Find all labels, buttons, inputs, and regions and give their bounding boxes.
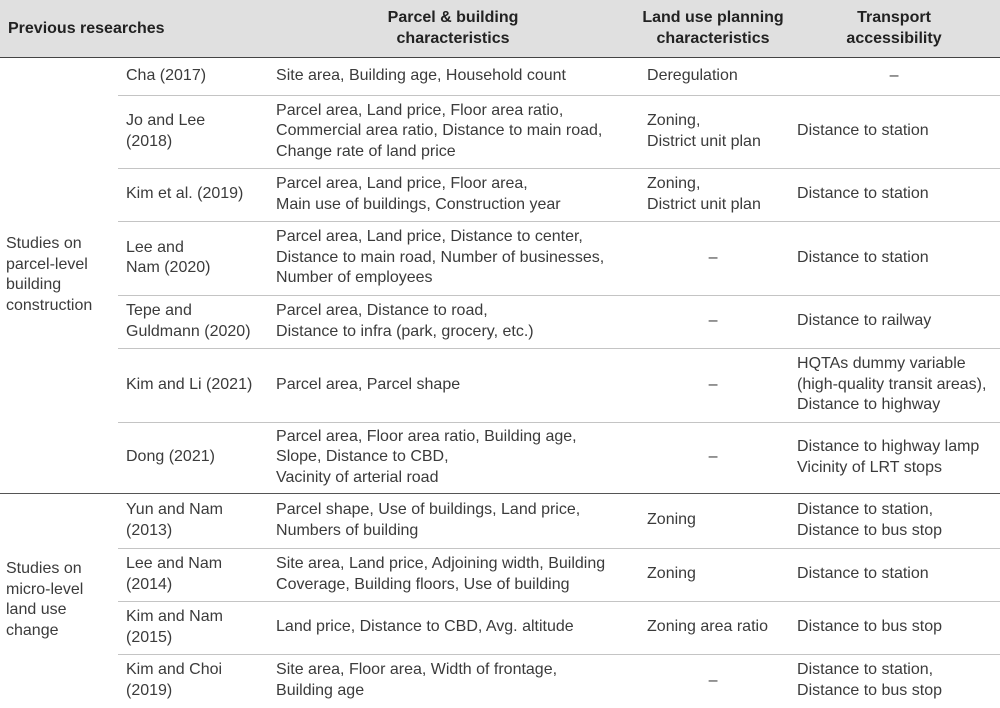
land-use-planning-line: Zoning,	[647, 112, 701, 129]
transport-accessibility-line: Distance to railway	[797, 312, 932, 330]
study-name-line: (2015)	[126, 628, 173, 646]
table-row	[0, 221, 1000, 295]
land-use-planning-line: District unit plan	[647, 132, 761, 150]
header-parcel-building	[268, 0, 638, 57]
header-transport-accessibility-line: Transport	[857, 9, 931, 27]
parcel-building-cell	[268, 57, 638, 95]
transport-accessibility-line: Distance to station,	[797, 501, 934, 518]
land-use-planning-cell	[638, 548, 788, 601]
study-name-line: Guldmann (2020)	[126, 322, 251, 340]
transport-accessibility-cell	[788, 348, 1000, 422]
study-name-cell	[118, 654, 268, 707]
land-use-planning-cell	[638, 95, 788, 168]
study-name-line: Lee and Nam	[126, 555, 223, 572]
land-use-planning-line: Zoning area ratio	[647, 618, 768, 636]
table-row	[0, 168, 1000, 221]
land-use-planning-cell	[638, 168, 788, 221]
group-label-line: building	[6, 276, 62, 293]
study-name-cell	[118, 601, 268, 654]
land-use-planning-line: –	[708, 375, 718, 393]
parcel-building-line: Parcel area, Land price, Floor area ratio,	[276, 101, 564, 119]
transport-accessibility-line: Distance to bus stop	[797, 618, 942, 636]
study-name-line: (2019)	[126, 681, 173, 699]
group-label-line: change	[6, 621, 59, 639]
study-name-line: (2014)	[126, 575, 173, 593]
study-name-cell	[118, 348, 268, 422]
parcel-building-line: Slope, Distance to CBD,	[276, 448, 449, 466]
header-previous-researches-label: Previous researches	[8, 19, 165, 37]
group-label-line: Studies on	[6, 560, 82, 578]
transport-accessibility-line: Distance to station	[797, 185, 929, 203]
study-name-cell	[118, 168, 268, 221]
parcel-building-line: Parcel area, Land price, Floor area,	[276, 175, 528, 192]
study-name-line: Nam (2020)	[126, 259, 211, 276]
land-use-planning-cell	[638, 295, 788, 348]
study-name-cell	[118, 221, 268, 295]
parcel-building-line: Parcel shape, Use of buildings, Land price,	[276, 501, 581, 518]
study-name-line: Yun and Nam	[126, 501, 223, 518]
parcel-building-line: Parcel area, Floor area ratio, Building age,	[276, 427, 577, 445]
transport-accessibility-line: HQTAs dummy variable	[797, 355, 966, 373]
study-name-line: Jo and Lee	[126, 112, 206, 129]
transport-accessibility-line: Distance to bus stop	[797, 681, 942, 699]
header-previous-researches	[0, 0, 268, 57]
land-use-planning-cell	[638, 221, 788, 295]
transport-accessibility-cell	[788, 57, 1000, 95]
parcel-building-cell	[268, 348, 638, 422]
study-name-line: Lee and	[126, 238, 184, 256]
parcel-building-line: Parcel area, Distance to road,	[276, 302, 488, 319]
land-use-planning-line: –	[708, 248, 718, 266]
parcel-building-line: Distance to main road, Number of businesses,	[276, 248, 605, 266]
header-parcel-building-line: Parcel & building	[387, 9, 519, 27]
parcel-building-cell	[268, 295, 638, 348]
study-name-cell	[118, 422, 268, 493]
parcel-building-line: Parcel area, Parcel shape	[276, 375, 461, 393]
header-row	[0, 0, 1000, 57]
parcel-building-line: Vacinity of arterial road	[276, 468, 439, 486]
table-row	[0, 548, 1000, 601]
parcel-building-line: Number of employees	[276, 269, 433, 287]
parcel-building-line: Site area, Land price, Adjoining width, Building	[276, 555, 606, 572]
transport-accessibility-cell	[788, 493, 1000, 548]
table-row	[0, 654, 1000, 707]
group-label	[0, 493, 118, 707]
land-use-planning-line: –	[708, 312, 718, 330]
parcel-building-line: Building age	[276, 681, 365, 699]
parcel-building-cell	[268, 548, 638, 601]
header-transport-accessibility-line: accessibility	[846, 30, 942, 48]
land-use-planning-cell	[638, 348, 788, 422]
study-name-line: Tepe and	[126, 302, 192, 319]
land-use-planning-cell	[638, 493, 788, 548]
parcel-building-line: Site area, Building age, Household count	[276, 66, 566, 84]
land-use-planning-line: –	[708, 448, 718, 466]
table-row	[0, 601, 1000, 654]
land-use-planning-line: Zoning	[647, 565, 696, 583]
land-use-planning-line: –	[708, 671, 718, 689]
study-name-cell	[118, 295, 268, 348]
transport-accessibility-cell	[788, 601, 1000, 654]
table-header	[0, 0, 1000, 57]
parcel-building-cell	[268, 654, 638, 707]
transport-accessibility-cell	[788, 422, 1000, 493]
land-use-planning-cell	[638, 57, 788, 95]
group-label-line: Studies on	[6, 235, 82, 252]
transport-accessibility-line: Distance to station,	[797, 661, 934, 679]
land-use-planning-cell	[638, 422, 788, 493]
group-label-line: micro-level	[6, 580, 84, 598]
group-label-line: construction	[6, 296, 93, 314]
study-name-line: Dong (2021)	[126, 448, 215, 466]
table-row	[0, 57, 1000, 95]
transport-accessibility-cell	[788, 221, 1000, 295]
study-name-line: Kim and Li (2021)	[126, 375, 253, 393]
study-name-cell	[118, 493, 268, 548]
header-land-use-planning-line: Land use planning	[642, 9, 784, 27]
parcel-building-line: Main use of buildings, Construction year	[276, 195, 561, 213]
land-use-planning-line: Deregulation	[647, 66, 738, 84]
group-label-line: land use	[6, 601, 67, 619]
group-label-line: parcel-level	[6, 255, 88, 273]
parcel-building-cell	[268, 601, 638, 654]
study-name-line: Kim and Choi	[126, 661, 223, 679]
table-row	[0, 493, 1000, 548]
group-label	[0, 57, 118, 493]
parcel-building-cell	[268, 422, 638, 493]
transport-accessibility-line: Distance to bus stop	[797, 521, 942, 539]
parcel-building-line: Coverage, Building floors, Use of building	[276, 575, 570, 593]
study-name-line: Kim and Nam	[126, 608, 223, 625]
transport-accessibility-line: Distance to station	[797, 248, 929, 266]
transport-accessibility-line: Vicinity of LRT stops	[797, 458, 942, 476]
parcel-building-line: Parcel area, Land price, Distance to center,	[276, 228, 583, 246]
study-name-cell	[118, 57, 268, 95]
study-name-line: (2018)	[126, 132, 173, 150]
table-row	[0, 422, 1000, 493]
transport-accessibility-cell	[788, 548, 1000, 601]
study-name-line: (2013)	[126, 521, 173, 539]
table-body	[0, 57, 1000, 707]
study-name-line: Kim et al. (2019)	[126, 185, 244, 203]
parcel-building-cell	[268, 95, 638, 168]
transport-accessibility-line: Distance to station	[797, 122, 929, 140]
land-use-planning-line: Zoning,	[647, 175, 701, 192]
transport-accessibility-line: Distance to highway lamp	[797, 438, 980, 455]
transport-accessibility-cell	[788, 654, 1000, 707]
transport-accessibility-line: Distance to station	[797, 565, 929, 583]
land-use-planning-line: Zoning	[647, 511, 696, 529]
study-name-cell	[118, 95, 268, 168]
header-parcel-building-line: characteristics	[396, 30, 510, 48]
transport-accessibility-cell	[788, 295, 1000, 348]
transport-accessibility-line: (high-quality transit areas),	[797, 375, 987, 393]
parcel-building-line: Change rate of land price	[276, 142, 456, 160]
transport-accessibility-line: Distance to highway	[797, 396, 941, 414]
transport-accessibility-line: –	[889, 66, 899, 84]
transport-accessibility-cell	[788, 95, 1000, 168]
study-name-cell	[118, 548, 268, 601]
land-use-planning-cell	[638, 601, 788, 654]
land-use-planning-line: District unit plan	[647, 195, 761, 213]
parcel-building-cell	[268, 493, 638, 548]
parcel-building-line: Land price, Distance to CBD, Avg. altitude	[276, 618, 574, 636]
parcel-building-cell	[268, 221, 638, 295]
study-name-line: Cha (2017)	[126, 66, 207, 84]
table-row	[0, 95, 1000, 168]
header-land-use-planning-line: characteristics	[656, 30, 770, 48]
table-row	[0, 348, 1000, 422]
parcel-building-line: Distance to infra (park, grocery, etc.)	[276, 322, 534, 340]
header-transport-accessibility	[788, 0, 1000, 57]
transport-accessibility-cell	[788, 168, 1000, 221]
parcel-building-line: Site area, Floor area, Width of frontage,	[276, 661, 558, 679]
header-land-use-planning	[638, 0, 788, 57]
parcel-building-line: Commercial area ratio, Distance to main road,	[276, 122, 603, 140]
land-use-planning-cell	[638, 654, 788, 707]
parcel-building-cell	[268, 168, 638, 221]
parcel-building-line: Numbers of building	[276, 521, 419, 539]
table-row	[0, 295, 1000, 348]
